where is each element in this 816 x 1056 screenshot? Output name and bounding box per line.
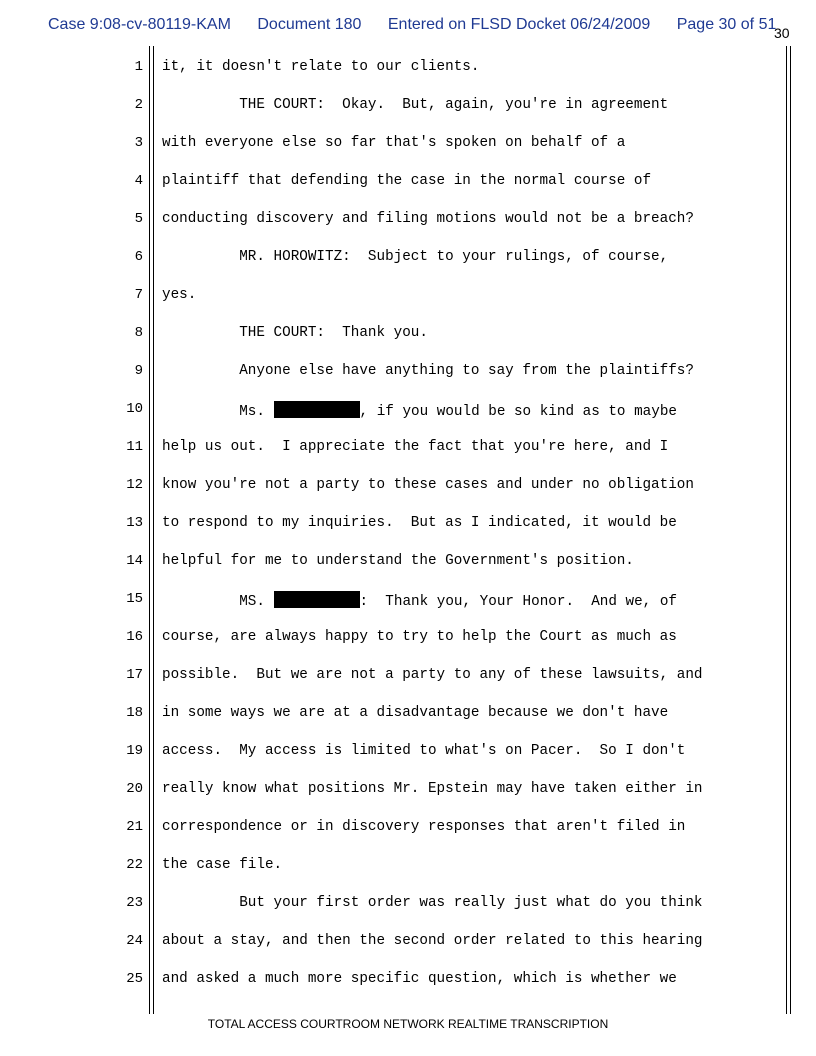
line-text — [162, 819, 685, 835]
line-text-segment: access. My access is limited to what's on Pacer. So I don't — [162, 743, 686, 759]
line-text — [162, 287, 196, 303]
line-number: 6 — [134, 249, 143, 265]
line-number: 14 — [126, 553, 143, 569]
redaction-block — [274, 591, 360, 608]
line-text-segment: in some ways we are at a disadvantage because we don't have — [162, 705, 669, 721]
line-number: 23 — [126, 895, 143, 911]
line-number: 5 — [134, 211, 143, 227]
line-text — [162, 743, 685, 759]
transcript-line — [0, 401, 816, 431]
line-text-segment: it, it doesn't relate to our clients. — [162, 59, 480, 75]
line-number: 8 — [134, 325, 143, 341]
line-number: 10 — [126, 401, 143, 417]
line-text-segment: But your first order was really just what do you think — [162, 895, 703, 911]
line-text-segment: to respond to my inquiries. But as I indicated, it would be — [162, 515, 677, 531]
case-number: Case 9:08-cv-80119-KAM — [48, 16, 231, 33]
transcript-line — [0, 515, 816, 545]
line-text-segment: THE COURT: Thank you. — [162, 325, 428, 341]
docket-header — [48, 16, 776, 34]
line-number: 20 — [126, 781, 143, 797]
line-number: 7 — [134, 287, 143, 303]
line-text — [162, 591, 677, 610]
transcript-line — [0, 743, 816, 773]
line-text-segment: plaintiff that defending the case in the normal course of — [162, 173, 652, 189]
line-number: 9 — [134, 363, 143, 379]
line-text — [162, 971, 677, 987]
line-text — [162, 173, 651, 189]
line-text — [162, 401, 677, 420]
line-text-segment: yes. — [162, 287, 197, 303]
line-text — [162, 211, 694, 227]
page-count: Page 30 of 51 — [676, 16, 777, 33]
transcript-line — [0, 211, 816, 241]
line-text-segment: course, are always happy to try to help the Court as much as — [162, 629, 677, 645]
document-number: Document 180 — [257, 16, 362, 33]
line-text-segment: Ms. — [162, 404, 274, 420]
transcript-page-number: 30 — [774, 25, 790, 41]
transcript-line — [0, 97, 816, 127]
line-number: 19 — [126, 743, 143, 759]
transcript-line — [0, 667, 816, 697]
docket-entry: Entered on FLSD Docket 06/24/2009 — [387, 16, 651, 33]
line-text — [162, 629, 677, 645]
line-text-segment: with everyone else so far that's spoken on behalf of a — [162, 135, 626, 151]
line-text-segment: helpful for me to understand the Government's position. — [162, 553, 634, 569]
transcript-line — [0, 59, 816, 89]
transcript-line — [0, 629, 816, 659]
transcript-line — [0, 819, 816, 849]
transcript-line — [0, 895, 816, 925]
transcript-line — [0, 325, 816, 355]
line-number: 21 — [126, 819, 143, 835]
line-text — [162, 895, 703, 911]
transcript-line — [0, 363, 816, 393]
line-text — [162, 781, 703, 797]
line-text-segment: correspondence or in discovery responses that aren't filed in — [162, 819, 686, 835]
transcript-line — [0, 705, 816, 735]
line-text-segment: THE COURT: Okay. But, again, you're in agreement — [162, 97, 669, 113]
transcript-line — [0, 591, 816, 621]
line-number: 3 — [134, 135, 143, 151]
line-text — [162, 135, 625, 151]
line-number: 24 — [126, 933, 143, 949]
line-number: 12 — [126, 477, 143, 493]
transcript-line — [0, 439, 816, 469]
line-text-segment: really know what positions Mr. Epstein may have taken either in — [162, 781, 703, 797]
footer: TOTAL ACCESS COURTROOM NETWORK REALTIME TRANSCRIPTION — [207, 1017, 609, 1031]
line-number: 2 — [134, 97, 143, 113]
transcript-line — [0, 781, 816, 811]
transcript-line — [0, 135, 816, 165]
transcript-line — [0, 287, 816, 317]
line-number: 4 — [134, 173, 143, 189]
line-text — [162, 249, 668, 265]
line-text — [162, 363, 694, 379]
line-number: 16 — [126, 629, 143, 645]
line-text-segment: MR. HOROWITZ: Subject to your rulings, of course, — [162, 249, 669, 265]
line-text — [162, 325, 428, 341]
line-text-segment: and asked a much more specific question, which is whether we — [162, 971, 677, 987]
line-text-segment: conducting discovery and filing motions would not be a breach? — [162, 211, 694, 227]
line-text — [162, 97, 668, 113]
line-text — [162, 667, 703, 683]
line-text — [162, 553, 634, 569]
line-number: 17 — [126, 667, 143, 683]
line-text-segment: about a stay, and then the second order related to this hearing — [162, 933, 703, 949]
line-text — [162, 515, 677, 531]
line-text — [162, 439, 668, 455]
line-text-segment: know you're not a party to these cases and under no obligation — [162, 477, 694, 493]
transcript-line — [0, 249, 816, 279]
line-text — [162, 477, 694, 493]
transcript-line — [0, 553, 816, 583]
transcript-line — [0, 971, 816, 1001]
line-text-segment: help us out. I appreciate the fact that you're here, and I — [162, 439, 669, 455]
line-text — [162, 59, 479, 75]
line-text — [162, 933, 703, 949]
line-number: 25 — [126, 971, 143, 987]
line-text-segment: , if you would be so kind as to maybe — [359, 404, 677, 420]
line-number: 18 — [126, 705, 143, 721]
line-text-segment: : Thank you, Your Honor. And we, of — [359, 594, 677, 610]
line-number: 1 — [134, 59, 143, 75]
line-number: 22 — [126, 857, 143, 873]
line-number: 11 — [126, 439, 143, 455]
line-text-segment: Anyone else have anything to say from the plaintiffs? — [162, 363, 694, 379]
transcript-line — [0, 173, 816, 203]
redaction-block — [274, 401, 360, 418]
line-text-segment: possible. But we are not a party to any of these lawsuits, and — [162, 667, 703, 683]
line-text — [162, 705, 668, 721]
transcript-line — [0, 477, 816, 507]
line-number: 13 — [126, 515, 143, 531]
line-number: 15 — [126, 591, 143, 607]
transcript-line — [0, 933, 816, 963]
line-text — [162, 857, 282, 873]
transcript-line — [0, 857, 816, 887]
line-text-segment: MS. — [162, 594, 274, 610]
line-text-segment: the case file. — [162, 857, 283, 873]
